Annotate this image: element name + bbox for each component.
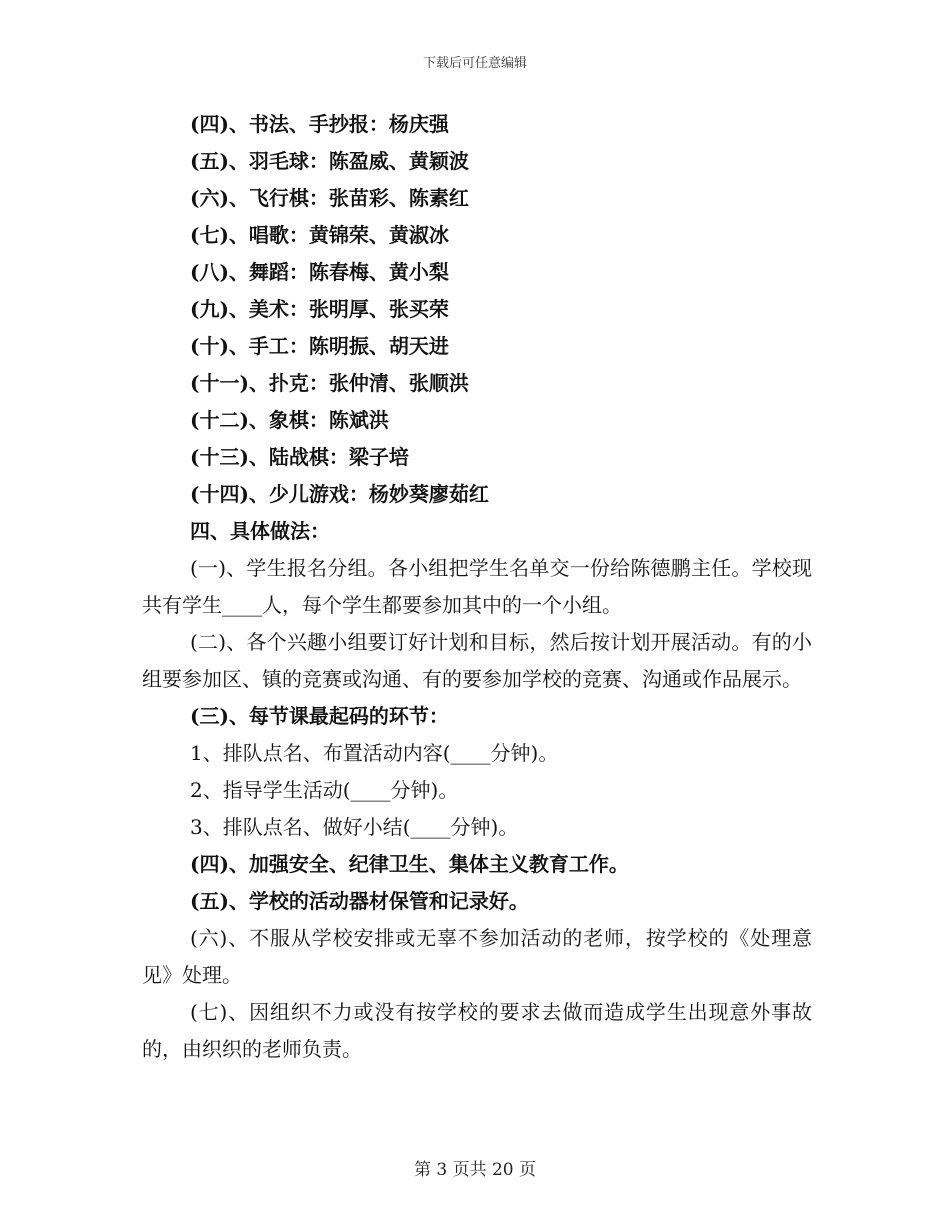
group-item: (十一)、扑克：张仲清、张顺洪 (190, 371, 469, 395)
page-footer: 第 3 页共 20 页 (413, 1160, 537, 1180)
item-5: (五)、学校的活动器材保管和记录好。 (190, 889, 529, 913)
document-body (142, 106, 812, 1068)
step-item: 2、指导学生活动(____分钟)。 (190, 778, 459, 802)
paragraph-2: (二)、各个兴趣小组要订好计划和目标，然后按计划开展活动。有的小组要参加区、镇的竞赛或沟通、有的要参加学校的竞赛、沟通或作品展示。 (142, 630, 812, 691)
group-item: (六)、飞行棋：张苗彩、陈素红 (190, 186, 469, 210)
group-item: (八)、舞蹈：陈春梅、黄小梨 (190, 260, 449, 284)
group-item: (十三)、陆战棋：梁子培 (190, 445, 409, 469)
item-3-title: (三)、每节课最起码的环节： (190, 704, 449, 728)
group-item: (七)、唱歌：黄锦荣、黄淑冰 (190, 223, 449, 247)
group-item: (九)、美术：张明厚、张买荣 (190, 297, 449, 321)
group-item: (五)、羽毛球：陈盈威、黄颖波 (190, 149, 469, 173)
group-item: (四)、书法、手抄报：杨庆强 (190, 112, 449, 136)
page-header: 下载后可任意编辑 (422, 56, 527, 71)
step-item: 3、排队点名、做好小结(____分钟)。 (190, 815, 519, 839)
item-4: (四)、加强安全、纪律卫生、集体主义教育工作。 (190, 852, 629, 876)
paragraph-7: (七)、因组织不力或没有按学校的要求去做而造成学生出现意外事故的，由织织的老师负责。 (142, 1000, 812, 1061)
group-item: (十二)、象棋：陈斌洪 (190, 408, 389, 432)
paragraph-1: (一)、学生报名分组。各小组把学生名单交一份给陈德鹏主任。学校现共有学生____人，每个学生都要参加其中的一个小组。 (142, 556, 812, 617)
group-item: (十四)、少儿游戏：杨妙葵廖茹红 (190, 482, 489, 506)
step-item: 1、排队点名、布置活动内容(____分钟)。 (190, 741, 559, 765)
paragraph-6: (六)、不服从学校安排或无辜不参加活动的老师，按学校的《处理意见》处理。 (142, 926, 812, 987)
section-title: 四、具体做法： (190, 519, 330, 543)
group-item: (十)、手工：陈明振、胡天进 (190, 334, 449, 358)
